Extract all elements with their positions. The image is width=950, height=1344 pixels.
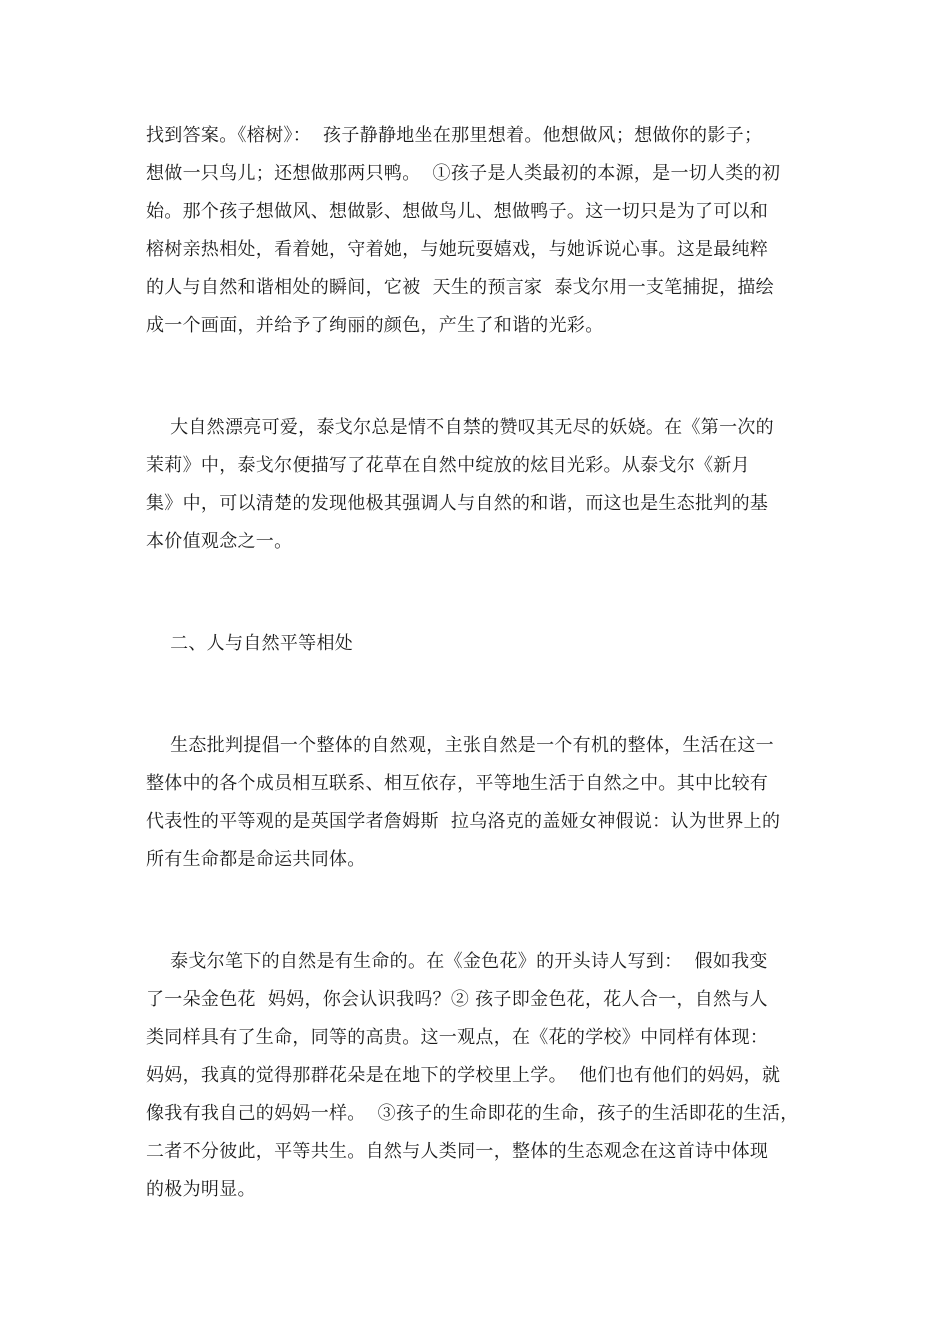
text-line: 泰戈尔笔下的自然是有生命的。在《金色花》的开头诗人写到： 假如我变 — [146, 951, 768, 972]
text-line: 成一个画面，并给予了绚丽的颜色，产生了和谐的光彩。 — [146, 315, 604, 336]
text-line: 找到答案。《榕树》： 孩子静静地坐在那里想着。他想做风；想做你的影子； — [146, 125, 763, 146]
text-line: 大自然漂亮可爱，泰戈尔总是情不自禁的赞叹其无尽的妖娆。在《第一次的 — [146, 417, 774, 438]
text-line: 的极为明显。 — [146, 1179, 256, 1200]
text-line: 本价值观念之一。 — [146, 531, 293, 552]
text-line: 了一朵金色花 妈妈，你会认识我吗？② 孩子即金色花，花人合一，自然与人 — [146, 989, 768, 1010]
text-line: 代表性的平等观的是英国学者詹姆斯 拉乌洛克的盖娅女神假说：认为世界上的 — [146, 811, 781, 832]
text-line: 类同样具有了生命，同等的高贵。这一观点，在《花的学校》中同样有体现： — [146, 1027, 769, 1048]
text-line: 整体中的各个成员相互联系、相互依存，平等地生活于自然之中。其中比较有 — [146, 773, 769, 794]
text-line: 始。那个孩子想做风、想做影、想做鸟儿、想做鸭子。这一切只是为了可以和 — [146, 201, 769, 222]
text-line: 榕树亲热相处，看着她，守着她，与她玩耍嬉戏，与她诉说心事。这是最纯粹 — [146, 239, 769, 260]
text-line: 茉莉》中，泰戈尔便描写了花草在自然中绽放的炫目光彩。从泰戈尔《新月 — [146, 455, 750, 476]
text-line: 的人与自然和谐相处的瞬间，它被 天生的预言家 泰戈尔用一支笔捕捉，描绘 — [146, 277, 774, 298]
text-line: 二者不分彼此，平等共生。自然与人类同一，整体的生态观念在这首诗中体现 — [146, 1141, 769, 1162]
heading-text: 二、人与自然平等相处 — [146, 633, 354, 654]
text-line: 集》中，可以清楚的发现他极其强调人与自然的和谐，而这也是生态批判的基 — [146, 493, 769, 514]
text-line: 所有生命都是命运共同体。 — [146, 849, 366, 870]
text-line: 想做一只鸟儿；还想做那两只鸭。 ①孩子是人类最初的本源，是一切人类的初 — [146, 163, 781, 184]
text-line: 生态批判提倡一个整体的自然观，主张自然是一个有机的整体，生活在这一 — [146, 735, 774, 756]
text-line: 妈妈，我真的觉得那群花朵是在地下的学校里上学。 他们也有他们的妈妈，就 — [146, 1065, 781, 1086]
text-line: 像我有我自己的妈妈一样。 ③孩子的生命即花的生命，孩子的生活即花的生活， — [146, 1103, 799, 1124]
